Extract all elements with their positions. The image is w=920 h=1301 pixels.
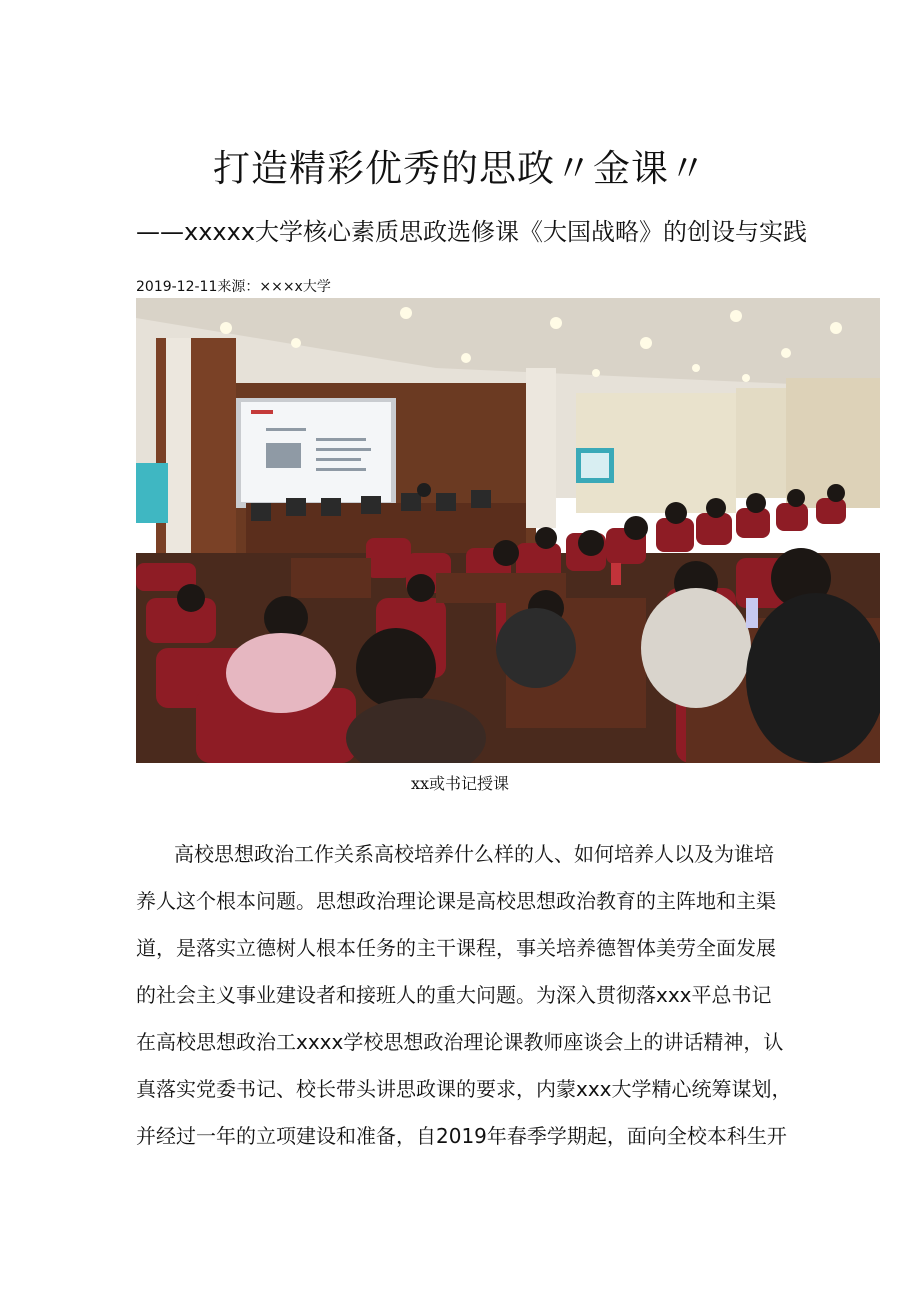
projection-screen [241,402,391,502]
speaker [417,483,431,497]
article-meta: 2019-12-11来源：×××x大学 [136,279,331,295]
article-title: 打造精彩优秀的思政〃金课〃 [213,147,707,190]
paragraph-line: 并经过一年的立项建设和准备，自2019年春季学期起，面向全校本科生开 [136,1124,787,1148]
paragraph-line: 在高校思想政治工xxxx学校思想政治理论课教师座谈会上的讲话精神，认 [136,1030,784,1054]
paragraph-line: 高校思想政治工作关系高校培养什么样的人、如何培养人以及为谁培 [174,842,774,866]
article-subtitle: ——xxxxx大学核心素质思政选修课《大国战略》的创设与实践 [136,218,808,246]
paragraph-line: 的社会主义事业建设者和接班人的重大问题。为深入贯彻落xxx平总书记 [136,983,772,1007]
paragraph-line: 道，是落实立德树人根本任务的主干课程，事关培养德智体美劳全面发展 [136,936,776,960]
paragraph-line: 真落实党委书记、校长带头讲思政课的要求，内蒙xxx大学精心统筹谋划， [136,1077,792,1101]
article-body [136,836,792,1165]
photo-caption: xx或书记授课 [410,774,510,793]
paragraph-line: 养人这个根本问题。思想政治理论课是高校思想政治教育的主阵地和主渠 [136,889,776,913]
lecture-hall-photo [136,298,880,763]
